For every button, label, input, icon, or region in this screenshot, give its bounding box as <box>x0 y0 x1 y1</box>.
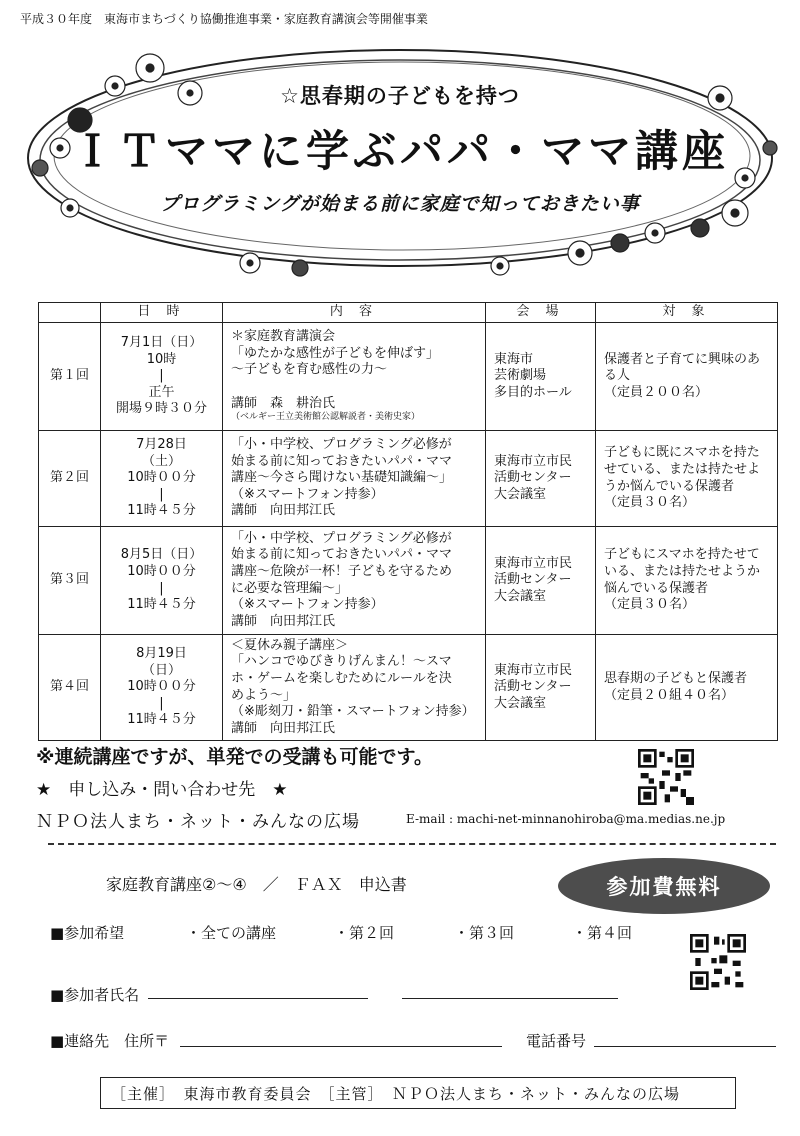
cut-line-divider <box>48 843 776 845</box>
phone-field[interactable] <box>594 1046 776 1047</box>
participant-name-field-2[interactable] <box>402 998 618 999</box>
qr-code-icon <box>690 934 746 990</box>
time-line: 正午 <box>148 384 175 400</box>
tagline: プログラミングが始まる前に家庭で知っておきたい事 <box>160 193 640 215</box>
round-cell: 第２回 <box>39 431 101 527</box>
footer-manager: ［主管］ ＮＰＯ法人まち・ネット・みんなの広場 <box>319 1084 681 1103</box>
time-line: 10時００分 <box>127 679 196 695</box>
venue-line: 大会議室 <box>494 695 547 711</box>
time-cell <box>101 635 223 741</box>
time-line: 7月28日 <box>136 436 187 452</box>
content-line: 「ハンコでゆびきりげんまん！〜スマ <box>231 654 452 670</box>
venue-line: 大会議室 <box>494 486 547 502</box>
target-cell <box>596 527 778 635</box>
participant-name-label: ■参加者氏名 <box>50 986 140 1004</box>
target-cell <box>596 431 778 527</box>
table-row <box>39 635 778 741</box>
target-line: る人 <box>604 368 631 384</box>
target-line: 子どもに既にスマホを持た <box>604 445 760 461</box>
time-line: 11時４５分 <box>127 712 196 728</box>
target-line: （定員２００名） <box>604 384 709 400</box>
header-target: 対 象 <box>596 303 778 323</box>
time-line: 8月19日 <box>136 645 187 661</box>
address-field[interactable] <box>180 1046 502 1047</box>
qr-code-icon <box>638 749 694 805</box>
subtitle: ☆思春期の子どもを持つ <box>280 84 520 108</box>
header-time: 日 時 <box>101 303 223 323</box>
venue-line: 東海市立市民 <box>494 453 573 469</box>
venue-line: 芸術劇場 <box>494 368 547 384</box>
target-line: 保護者と子育てに興味のあ <box>604 351 761 367</box>
content-cell <box>223 431 486 527</box>
content-line: 講師 向田邦江氏 <box>231 720 336 736</box>
content-line: 講座〜危険が一杯！子どもを守るため <box>231 563 453 579</box>
target-cell <box>596 635 778 741</box>
contact-email: E-mail : machi-net-minnanohiroba@ma.medias.ne.jp <box>406 812 726 826</box>
footer-host: ［主催］ 東海市教育委員会 <box>111 1084 312 1103</box>
content-line: 「小・中学校、プログラミング必修が <box>231 436 452 452</box>
venue-line: 東海市立市民 <box>494 555 573 571</box>
content-line: 講座〜今さら聞けない基礎知識編〜」 <box>231 470 453 486</box>
time-line: 10時００分 <box>127 470 196 486</box>
venue-cell <box>486 323 596 431</box>
venue-cell <box>486 635 596 741</box>
content-line: 「ゆたかな感性が子どもを伸ばす」 <box>231 345 440 361</box>
content-line: ホ・ゲームを楽しむためにルールを決 <box>231 670 452 686</box>
content-cell <box>223 527 486 635</box>
target-line: （定員２０組４０名） <box>604 687 735 703</box>
content-cell <box>223 635 486 741</box>
wish-label: ■参加希望 <box>50 924 125 942</box>
single-session-notice: ※連続講座ですが、単発での受講も可能です。 <box>36 746 433 768</box>
main-title: ＩＴママに学ぶパパ・ママ講座 <box>71 127 729 177</box>
venue-line: 活動センター <box>494 572 572 588</box>
schedule-table <box>38 302 778 741</box>
table-row <box>39 527 778 635</box>
time-cell <box>101 431 223 527</box>
target-line: せている、または持たせよ <box>604 461 761 477</box>
content-line: 講師 向田邦江氏 <box>231 503 336 519</box>
content-line <box>231 379 485 396</box>
content-line: 講師 向田邦江氏 <box>231 613 336 629</box>
target-cell <box>596 323 778 431</box>
header-content: 内 容 <box>223 303 486 323</box>
footer-credits <box>100 1077 736 1109</box>
address-label: ■連絡先 住所〒 <box>50 1032 170 1050</box>
venue-line: 活動センター <box>494 679 572 695</box>
venue-cell <box>486 527 596 635</box>
program-note: 平成３０年度 東海市まちづくり協働推進事業・家庭教育講演会等開催事業 <box>20 12 428 26</box>
content-line: 始まる前に知っておきたいパパ・ママ <box>231 453 453 469</box>
option-round4[interactable]: ・第４回 <box>572 924 633 942</box>
content-cell <box>223 323 486 431</box>
target-line: （定員３０名） <box>604 495 696 511</box>
target-line: いる、または持たせようか <box>604 563 761 579</box>
content-line: ＜夏休み親子講座＞ <box>231 637 349 653</box>
time-line: 8月5日（日） <box>120 547 203 563</box>
content-line: に必要な管理編〜」 <box>231 580 349 596</box>
time-line: （土） <box>141 453 181 469</box>
target-line: （定員３０名） <box>604 597 696 613</box>
venue-line: 活動センター <box>494 470 572 486</box>
target-line: 思春期の子どもと保護者 <box>604 670 748 686</box>
content-line: めよう〜」 <box>231 687 297 703</box>
phone-label: 電話番号 <box>526 1032 587 1050</box>
round-cell: 第４回 <box>39 635 101 741</box>
table-header-row <box>39 303 778 323</box>
header-round <box>39 303 101 323</box>
time-cell <box>101 323 223 431</box>
venue-line: 大会議室 <box>494 588 547 604</box>
time-line: 11時４５分 <box>127 503 196 519</box>
content-line: 始まる前に知っておきたいパパ・ママ <box>231 547 453 563</box>
venue-line: 東海市立市民 <box>494 662 573 678</box>
content-line: 〜子どもを育む感性の力〜 <box>231 362 388 378</box>
content-line: ＊家庭教育講演会 <box>231 329 336 345</box>
time-line: （日） <box>141 662 181 678</box>
content-line: （※スマートフォン持参） <box>231 597 384 613</box>
header-venue: 会 場 <box>486 303 596 323</box>
option-round2[interactable]: ・第２回 <box>334 924 395 942</box>
round-cell: 第３回 <box>39 527 101 635</box>
target-line: 悩んでいる保護者 <box>604 580 709 596</box>
option-round3[interactable]: ・第３回 <box>454 924 515 942</box>
content-line: （※彫刻刀・鉛筆・スマートフォン持参） <box>231 704 475 720</box>
venue-line: 多目的ホール <box>494 384 572 400</box>
venue-line: 東海市 <box>494 351 534 367</box>
table-row <box>39 323 778 431</box>
target-line: 子どもにスマホを持たせて <box>604 547 760 563</box>
time-line: 10時 <box>146 351 177 367</box>
venue-cell <box>486 431 596 527</box>
time-cell <box>101 527 223 635</box>
time-line: | <box>159 486 164 502</box>
contact-heading: ★ 申し込み・問い合わせ先 ★ <box>36 780 288 800</box>
participant-name-field-1[interactable] <box>148 998 368 999</box>
title-block <box>0 80 800 216</box>
table-row <box>39 431 778 527</box>
organizer-name: ＮＰＯ法人まち・ネット・みんなの広場 <box>36 812 360 832</box>
free-admission-badge: 参加費無料 <box>558 858 770 914</box>
time-line: 7月1日（日） <box>120 334 203 350</box>
time-line: 開場９時３０分 <box>115 401 207 417</box>
content-line: 「小・中学校、プログラミング必修が <box>231 530 452 546</box>
content-line: （※スマートフォン持参） <box>231 486 384 502</box>
round-cell: 第１回 <box>39 323 101 431</box>
content-line: 講師 森 耕治氏 <box>231 395 336 411</box>
time-line: 11時４５分 <box>127 597 196 613</box>
time-line: | <box>159 695 164 711</box>
lecturer-note: （ベルギー王立美術館公認解説者・美術史家） <box>231 412 421 423</box>
option-all[interactable]: ・全ての講座 <box>186 924 277 942</box>
fax-form-title: 家庭教育講座②〜④ ／ ＦＡＸ 申込書 <box>106 875 407 894</box>
time-line: | <box>159 580 164 596</box>
target-line: うか悩んでいる保護者 <box>604 478 735 494</box>
time-line: 10時００分 <box>127 563 196 579</box>
time-line: | <box>159 368 164 384</box>
